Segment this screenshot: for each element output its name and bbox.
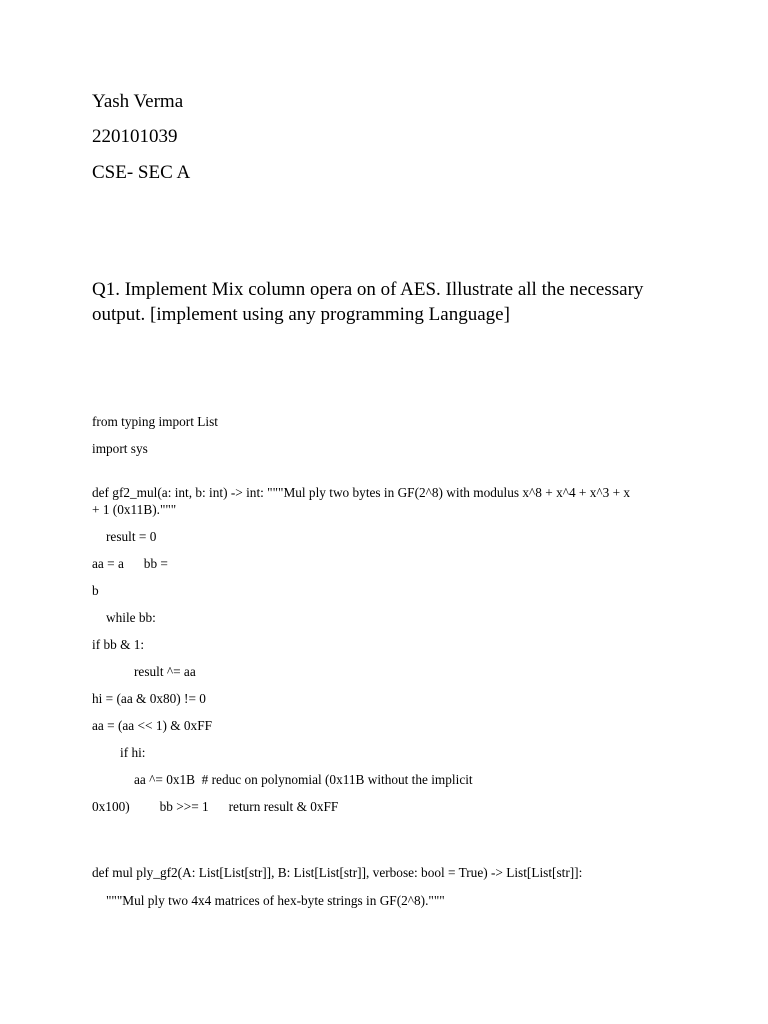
roll-number: 220101039 [92, 126, 178, 147]
code-line: result = 0 [106, 529, 157, 544]
code-line: if bb & 1: [92, 637, 145, 652]
section-label: CSE- SEC A [92, 162, 191, 183]
code-line: result ^= aa [134, 664, 196, 679]
code-line: """Mul ply two 4x4 matrices of hex-byte strings in GF(2^8).""" [106, 893, 445, 908]
code-line: b [92, 583, 99, 598]
code-line: def gf2_mul(a: int, b: int) -> int: """Mul ply two bytes in GF(2^8) with modulus x^8 + x^4 + x^3 + x + 1 (0x11B).""" [92, 485, 631, 517]
code-line: if hi: [120, 745, 146, 760]
author-name: Yash Verma [92, 91, 184, 112]
code-line: while bb: [106, 610, 156, 625]
code-line: import sys [92, 441, 148, 456]
question-text: Q1. Implement Mix column opera on of AES. Illustrate all the necessary output. [implement using any programming Language] [92, 279, 644, 325]
code-line: def mul ply_gf2(A: List[List[str]], B: List[List[str]], verbose: bool = True) -> List[List[str]]: [92, 865, 583, 880]
code-line: aa ^= 0x1B # reduc on polynomial (0x11B without the implicit [134, 772, 473, 787]
code-line: aa = a bb = [92, 556, 168, 571]
code-line: hi = (aa & 0x80) != 0 [92, 691, 206, 706]
code-line: aa = (aa << 1) & 0xFF [92, 718, 212, 733]
code-line: from typing import List [92, 414, 218, 429]
code-line: 0x100) bb >>= 1 return result & 0xFF [92, 799, 339, 814]
